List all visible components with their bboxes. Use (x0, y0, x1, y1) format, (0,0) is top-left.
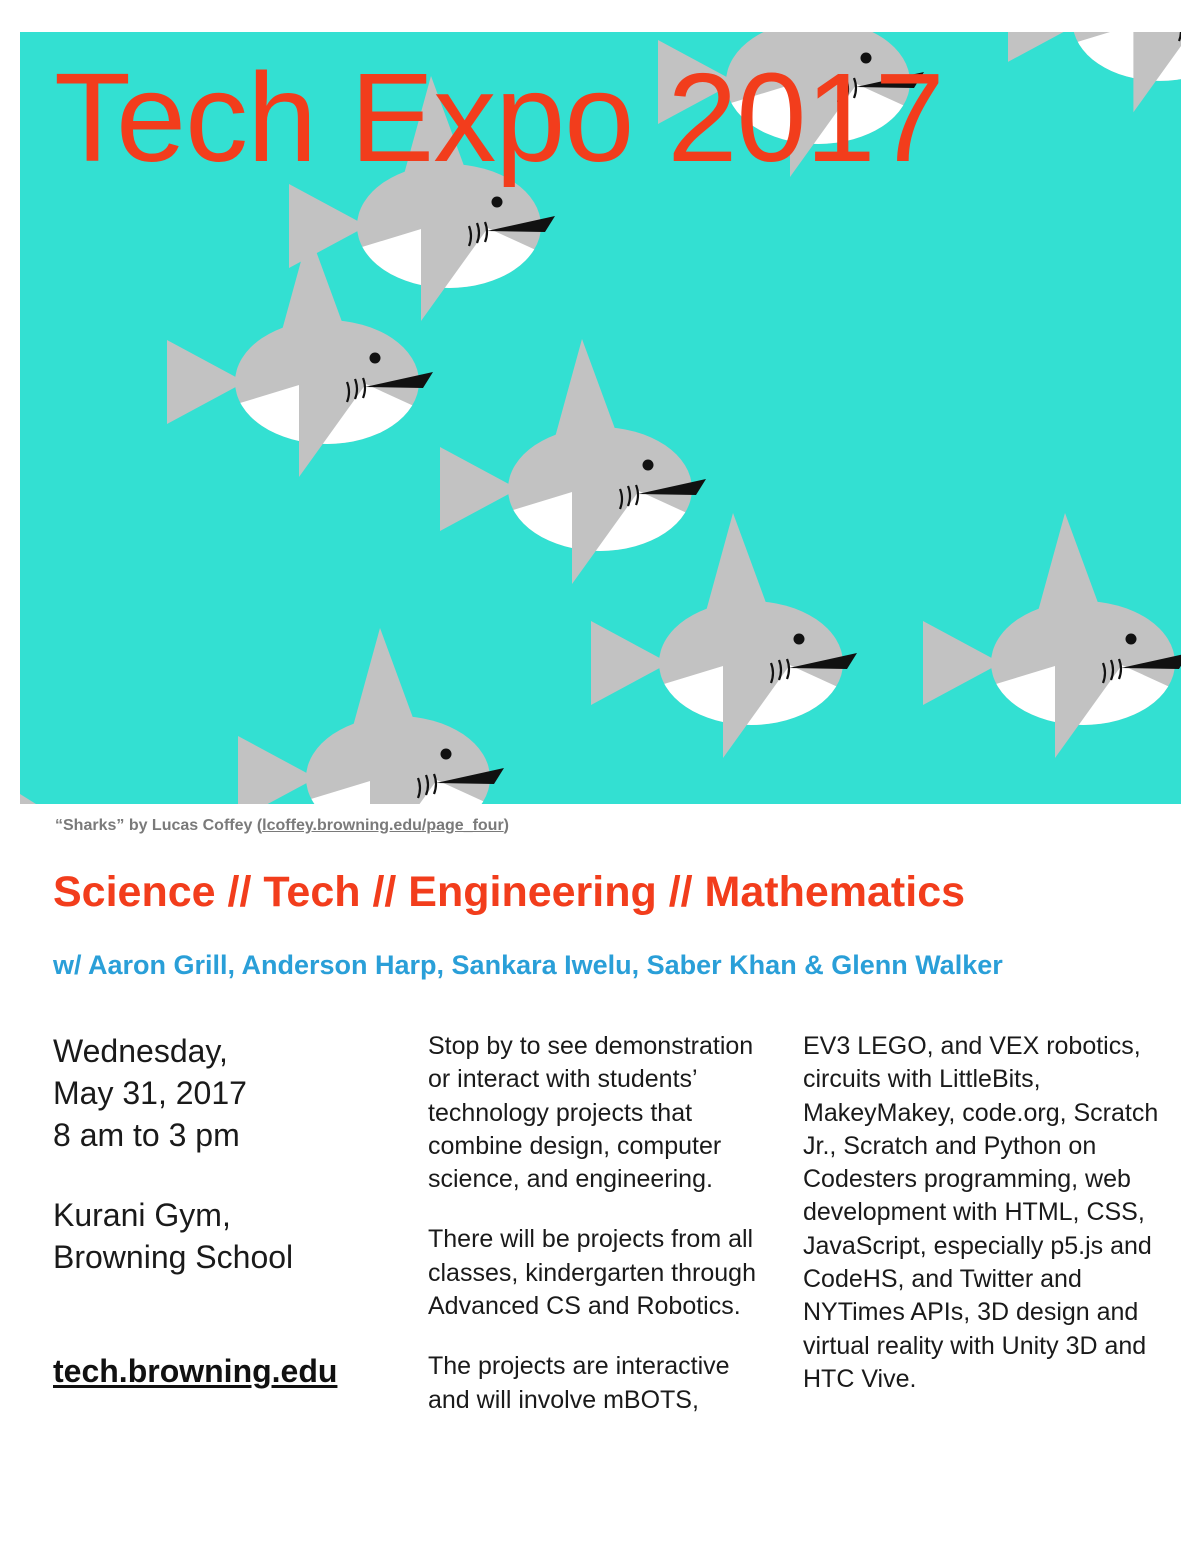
event-title: Tech Expo 2017 (54, 47, 944, 188)
description-paragraph: There will be projects from all classes, kindergarten through Advanced CS and Robotics. (428, 1225, 756, 1321)
credit-prefix: “Sharks” by Lucas Coffey ( (55, 817, 263, 834)
event-date: May 31, 2017 (53, 1075, 247, 1111)
event-school: Browning School (53, 1239, 294, 1275)
event-day: Wednesday, (53, 1033, 228, 1069)
presenters-line: w/ Aaron Grill, Anderson Harp, Sankara Iwelu, Saber Khan & Glenn Walker (53, 950, 1003, 980)
event-venue: Kurani Gym, (53, 1197, 231, 1233)
event-time: 8 am to 3 pm (53, 1117, 240, 1153)
hero-banner (20, 32, 1181, 804)
credit-suffix: ) (503, 817, 509, 834)
event-info (53, 1030, 383, 1392)
description-column-2 (803, 1030, 1163, 1423)
image-credit (55, 817, 509, 835)
description-paragraph: Stop by to see demonstration or interact with students’ technology projects that combine design, computer science, and engineering. (428, 1032, 754, 1194)
description-paragraph: The projects are interactive and will involve mBOTS, (428, 1352, 730, 1414)
description-column-1 (428, 1030, 778, 1444)
website-link[interactable]: tech.browning.edu (53, 1353, 338, 1389)
stem-subtitle: Science // Tech // Engineering // Mathematics (53, 868, 966, 916)
description-paragraph: EV3 LEGO, and VEX robotics, circuits with LittleBits, MakeyMakey, code.org, Scratch Jr., Scratch and Python on Codesters programming, web development with HTML, CSS, JavaScript, especially p5.js and CodeHS, and Twitter and NYTimes APIs, 3D design and virtual reality with Unity 3D and HTC Vive. (803, 1032, 1159, 1393)
credit-link[interactable]: lcoffey.browning.edu/page_four (262, 817, 504, 834)
